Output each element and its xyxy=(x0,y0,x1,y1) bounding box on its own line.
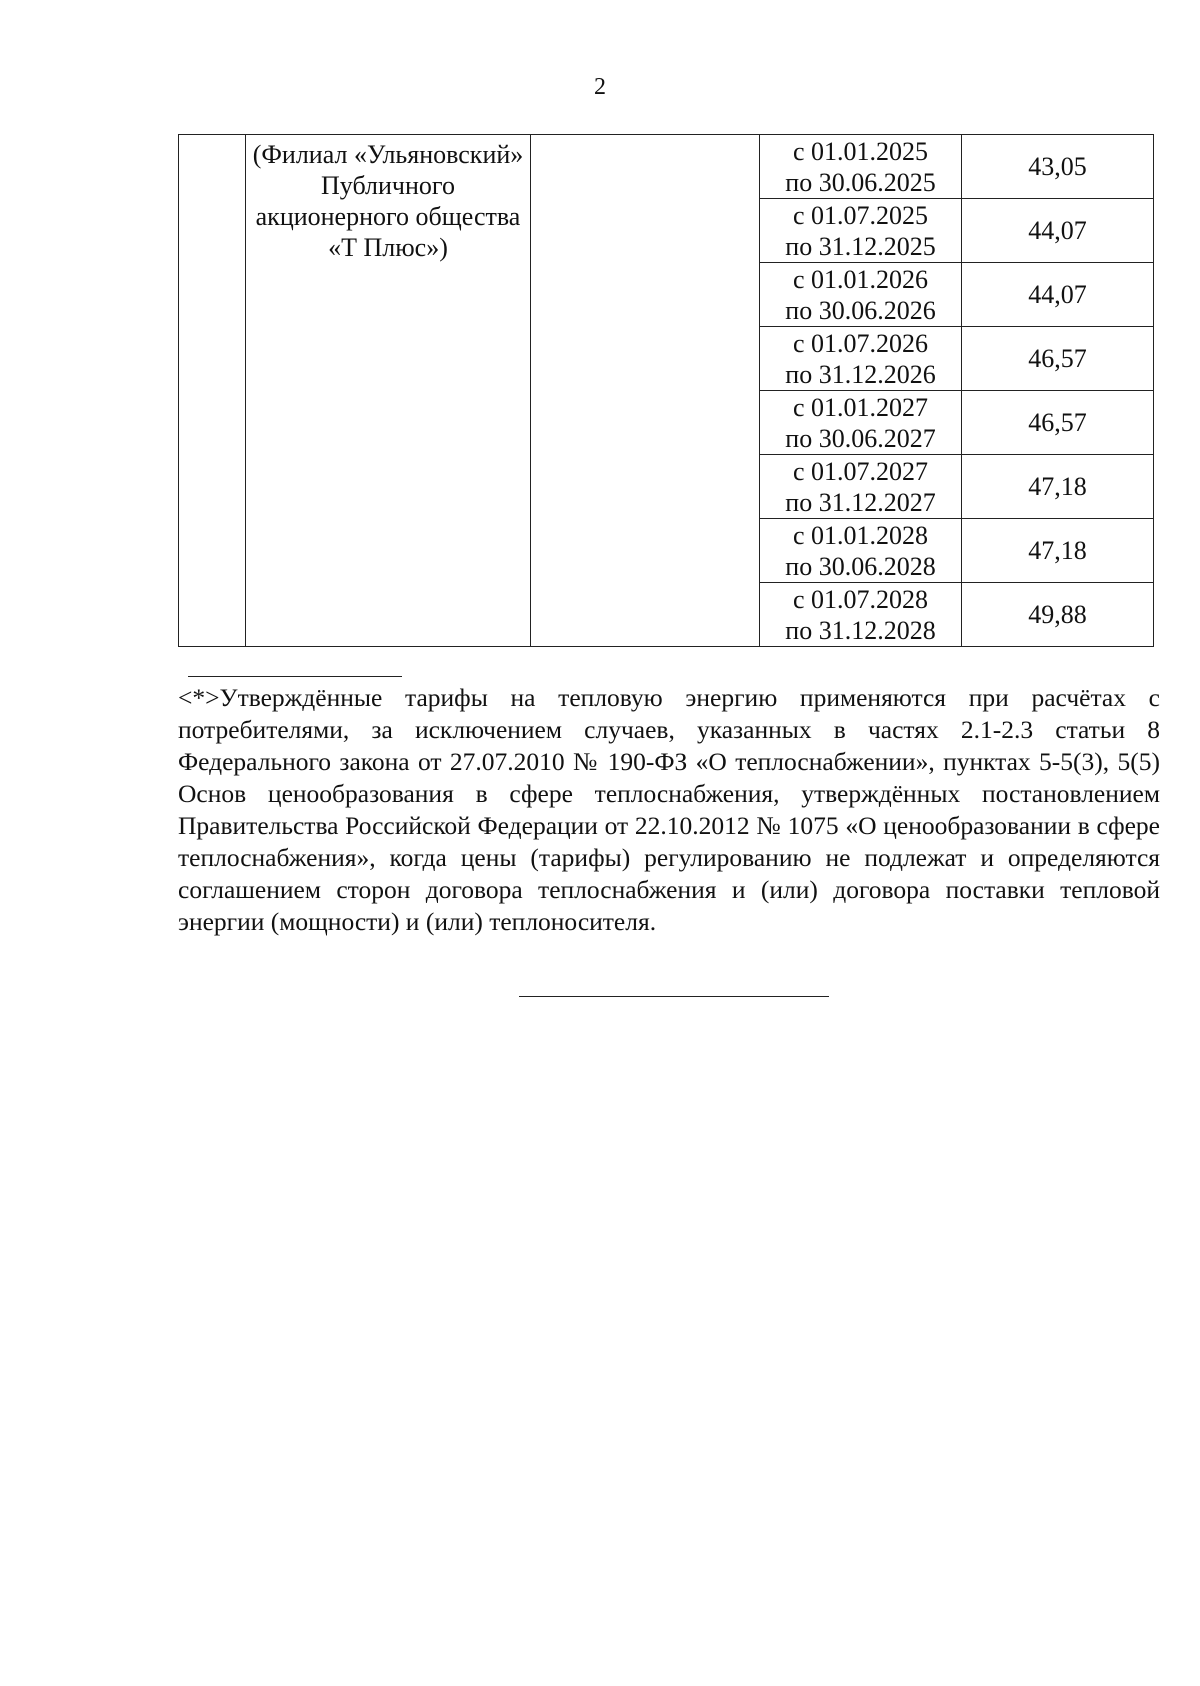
page-number: 2 xyxy=(594,74,606,100)
period-cell xyxy=(760,135,962,199)
empty-cell xyxy=(531,135,760,647)
period-cell xyxy=(760,519,962,583)
period-from: с 01.07.2028 xyxy=(792,584,929,614)
period-from: с 01.07.2026 xyxy=(792,328,929,358)
index-cell xyxy=(179,135,246,647)
period-to: по 30.06.2026 xyxy=(785,295,936,325)
tariff-value: 49,88 xyxy=(962,583,1154,647)
period-cell xyxy=(760,263,962,327)
period-from: с 01.01.2028 xyxy=(792,520,929,550)
period-from: с 01.01.2027 xyxy=(792,392,929,422)
period-to: по 30.06.2025 xyxy=(785,167,936,197)
tariff-value: 47,18 xyxy=(962,455,1154,519)
tariff-value: 46,57 xyxy=(962,391,1154,455)
tariff-table-body xyxy=(179,135,1154,647)
organization-name: (Филиал «Ульяновский» Публичного акционерного общества «Т Плюс») xyxy=(252,140,524,262)
period-to: по 31.12.2028 xyxy=(785,615,936,645)
period-from: с 01.01.2026 xyxy=(792,264,929,294)
footnote-separator xyxy=(188,676,402,677)
period-to: по 31.12.2027 xyxy=(785,487,936,517)
period-from: с 01.07.2027 xyxy=(792,456,929,486)
period-from: с 01.07.2025 xyxy=(792,200,929,230)
period-cell xyxy=(760,199,962,263)
period-to: по 30.06.2027 xyxy=(785,423,936,453)
table-row xyxy=(179,135,1154,199)
footnote-text: <*>Утверждённые тарифы на тепловую энергию применяются при расчётах с потребителями, за исключением случаев, указанных в частях 2.1-2.3 статьи 8 Федерального закона от 27.07.2010 № 190-ФЗ «О теплоснабжении», пунктах 5-5(3), 5(5) Основ ценообразования в сфере теплоснабжения, утверждённых постановлением Правительства Российской Федерации от 22.10.2012 № 1075 «О ценообразовании в сфере теплоснабжения», когда цены (тарифы) регулированию не подлежат и определяются соглашением сторон договора теплоснабжения и (или) договора поставки тепловой энергии (мощности) и (или) теплоносителя. xyxy=(178,683,1160,936)
period-to: по 30.06.2028 xyxy=(785,551,936,581)
tariff-value: 47,18 xyxy=(962,519,1154,583)
period-to: по 31.12.2025 xyxy=(785,231,936,261)
period-cell xyxy=(760,391,962,455)
tariff-value: 44,07 xyxy=(962,199,1154,263)
period-from: с 01.01.2025 xyxy=(792,136,929,166)
end-of-document-rule xyxy=(519,996,829,997)
organization-cell xyxy=(246,135,531,647)
period-to: по 31.12.2026 xyxy=(785,359,936,389)
tariff-value: 44,07 xyxy=(962,263,1154,327)
tariff-value: 46,57 xyxy=(962,327,1154,391)
tariff-table xyxy=(178,134,1154,647)
period-cell xyxy=(760,455,962,519)
tariff-value: 43,05 xyxy=(962,135,1154,199)
period-cell xyxy=(760,583,962,647)
period-cell xyxy=(760,327,962,391)
